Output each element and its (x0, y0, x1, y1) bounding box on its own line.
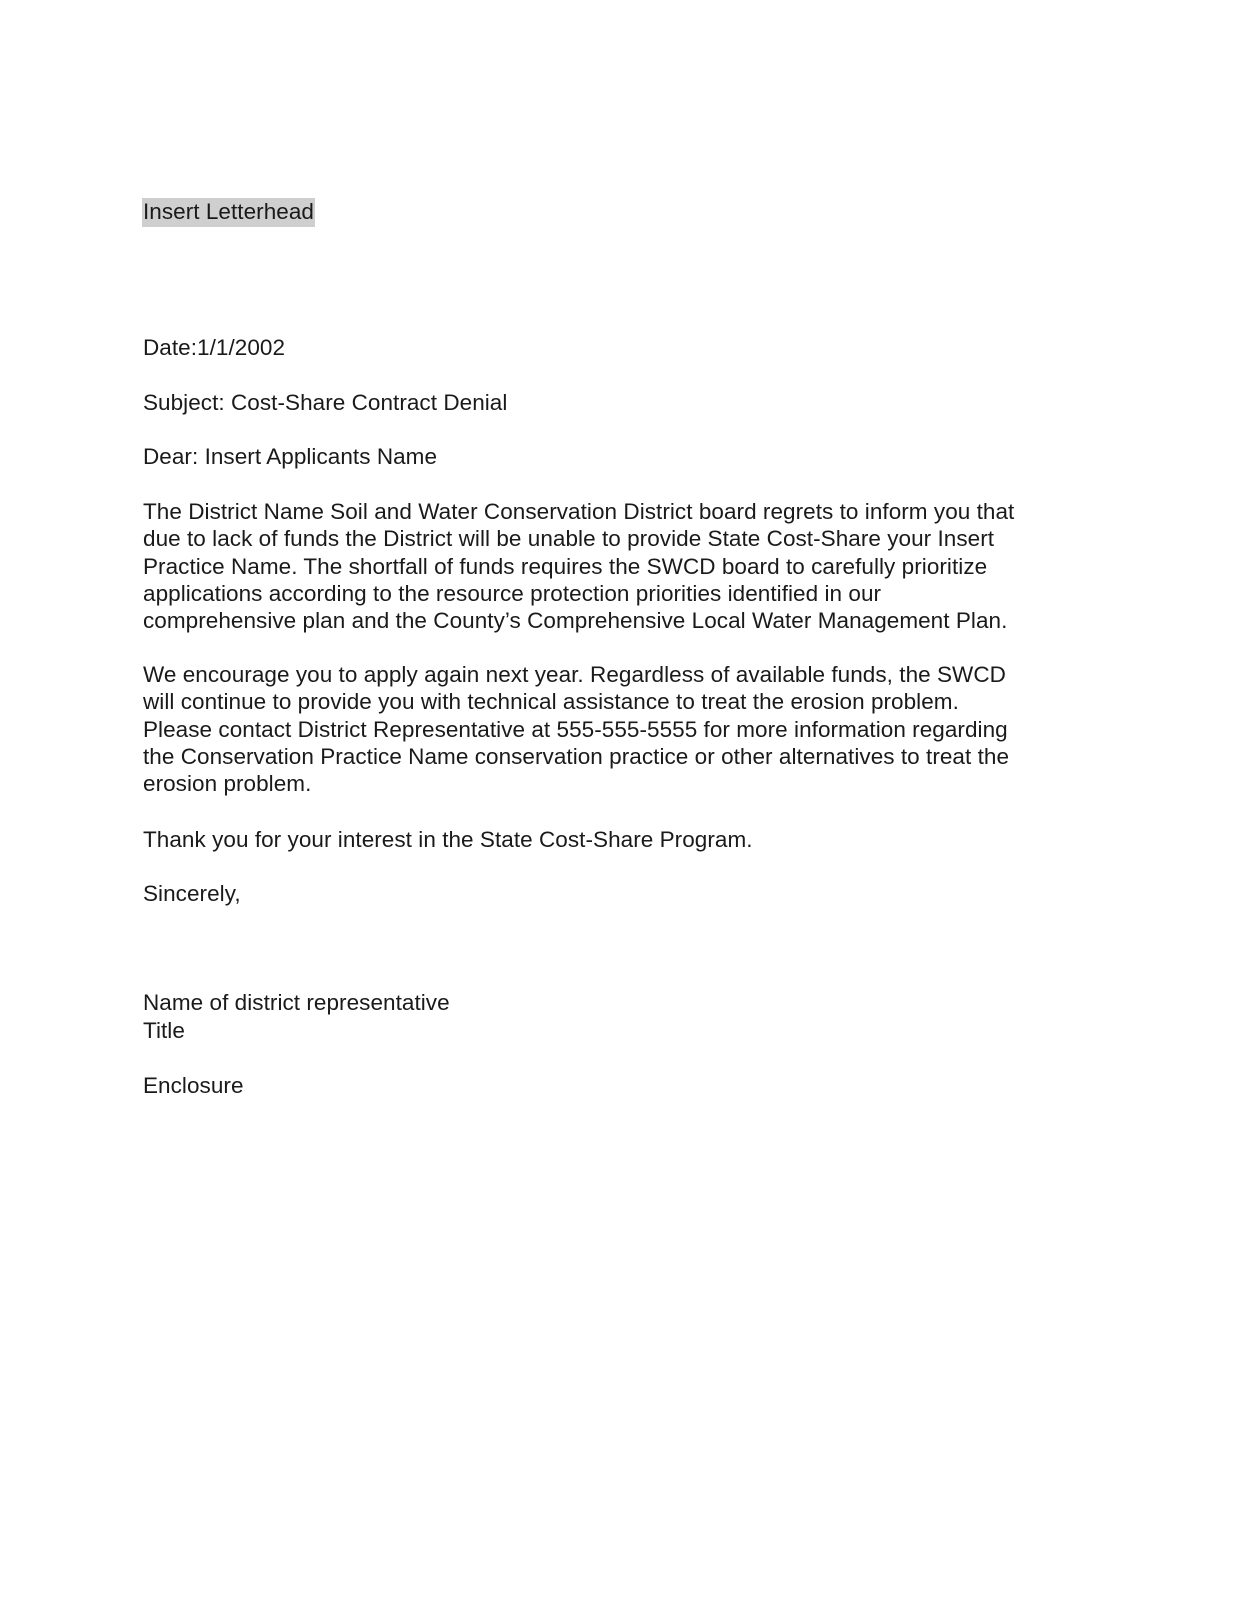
paragraph-line: erosion problem. (143, 771, 312, 797)
letter-salutation: Dear: Insert Applicants Name (143, 444, 438, 469)
paragraph-line: The District Name Soil and Water Conservation District board regrets to inform you that (143, 499, 1015, 524)
signer-name: Name of district representative (143, 990, 450, 1015)
paragraph-line: will continue to provide you with technical assistance to treat the erosion problem. (143, 689, 959, 715)
letterhead-highlight: Insert Letterhead (142, 198, 315, 227)
paragraph-line: Please contact District Representative at 555-555-5555 for more information regarding (143, 716, 1008, 742)
paragraph-line: We encourage you to apply again next year. Regardless of available funds, the SWCD (143, 662, 1006, 687)
paragraph-thank-you: Thank you for your interest in the State Cost-Share Program. (143, 827, 753, 852)
paragraph-line: comprehensive plan and the County’s Comprehensive Local Water Management Plan. (143, 608, 1008, 634)
paragraph-funding-denial (143, 498, 1014, 634)
paragraph-encouragement (143, 661, 1009, 797)
letter-closing: Sincerely, (143, 881, 241, 906)
letterhead-placeholder (143, 198, 315, 225)
paragraph-line: applications according to the resource protection priorities identified in our (143, 580, 882, 606)
paragraph-line: due to lack of funds the District will be unable to provide State Cost-Share your Insert (143, 526, 995, 552)
enclosure-note: Enclosure (143, 1073, 244, 1098)
signer-title: Title (143, 1018, 185, 1043)
letter-date: Date:1/1/2002 (143, 335, 286, 360)
paragraph-line: Practice Name. The shortfall of funds requires the SWCD board to carefully prioritize (143, 553, 988, 579)
letter-subject: Subject: Cost-Share Contract Denial (143, 390, 508, 415)
paragraph-line: the Conservation Practice Name conservation practice or other alternatives to treat the (143, 743, 1010, 769)
